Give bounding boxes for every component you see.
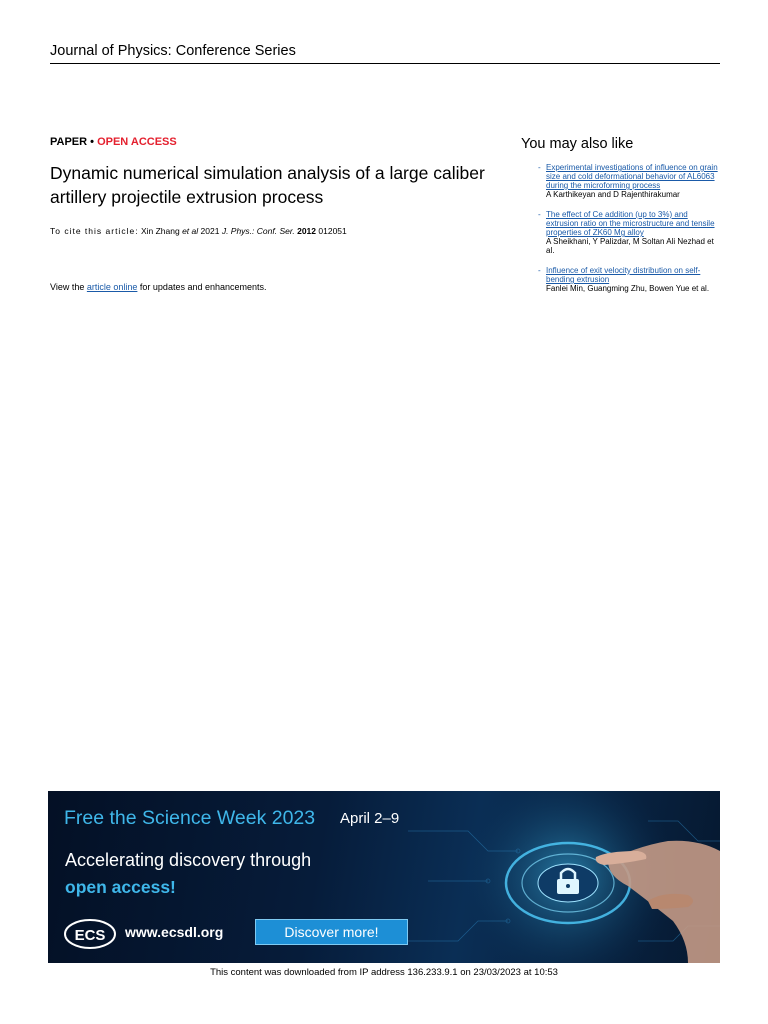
related-link-1[interactable]: Experimental investigations of influence on grain size and cold deformational behavior of AL6063 during the microforming process [546, 163, 718, 190]
banner-url[interactable]: www.ecsdl.org [125, 924, 224, 940]
view-suffix: for updates and enhancements. [139, 282, 267, 292]
ecs-logo-text: ECS [74, 927, 106, 944]
related-heading: You may also like [521, 136, 634, 152]
promo-banner[interactable] [48, 791, 720, 963]
article-title: Dynamic numerical simulation analysis of a large caliber artillery projectile extrusion process [50, 163, 485, 207]
related-authors-1: A Karthikeyan and D Rajenthirakumar [546, 190, 680, 199]
related-link-2[interactable]: The effect of Ce addition (up to 3%) and extrusion ratio on the microstructure and tensile properties of ZK60 Mg alloy [546, 210, 715, 237]
related-item [538, 163, 720, 199]
cite-etal: et al [182, 226, 199, 236]
cite-year: 2021 [200, 226, 220, 236]
download-footer: This content was downloaded from IP address 136.233.9.1 on 23/03/2023 at 10:53 [210, 967, 558, 978]
discover-more-button[interactable]: Discover more! [255, 919, 408, 945]
related-item [538, 266, 720, 293]
banner-subline-2: open access! [65, 877, 176, 897]
separator: • [87, 136, 98, 148]
banner-headline: Free the Science Week 2023 [64, 807, 316, 829]
view-online-line [50, 282, 267, 292]
list-dash: - [538, 210, 541, 219]
cite-prefix: To cite this article: [50, 226, 139, 236]
related-list [538, 163, 720, 304]
list-dash: - [538, 163, 541, 172]
journal-name: Journal of Physics: Conference Series [50, 43, 296, 59]
related-authors-3: Fanlei Min, Guangming Zhu, Bowen Yue et al. [546, 284, 710, 293]
banner-subline-1: Accelerating discovery through [65, 850, 312, 870]
cite-journal: J. Phys.: Conf. Ser. [221, 226, 295, 236]
related-authors-2: A Sheikhani, Y Palizdar, M Soltan Ali Nezhad et al. [546, 237, 714, 255]
related-link-3[interactable]: Influence of exit velocity distribution on self-bending extrusion [546, 266, 701, 284]
view-prefix: View the [50, 282, 85, 292]
article-online-link[interactable]: article online [86, 282, 138, 292]
list-dash: - [538, 266, 541, 275]
ecs-logo [64, 919, 116, 949]
paper-label: PAPER [50, 136, 88, 148]
banner-dates: April 2–9 [340, 810, 400, 827]
related-item [538, 210, 720, 255]
article-type-line [50, 136, 177, 148]
citation-line [50, 226, 347, 236]
cite-author: Xin Zhang [140, 226, 180, 236]
header-divider [50, 63, 720, 64]
cite-number: 012051 [318, 226, 347, 236]
cite-volume: 2012 [297, 226, 317, 236]
open-access-badge: OPEN ACCESS [97, 136, 177, 148]
